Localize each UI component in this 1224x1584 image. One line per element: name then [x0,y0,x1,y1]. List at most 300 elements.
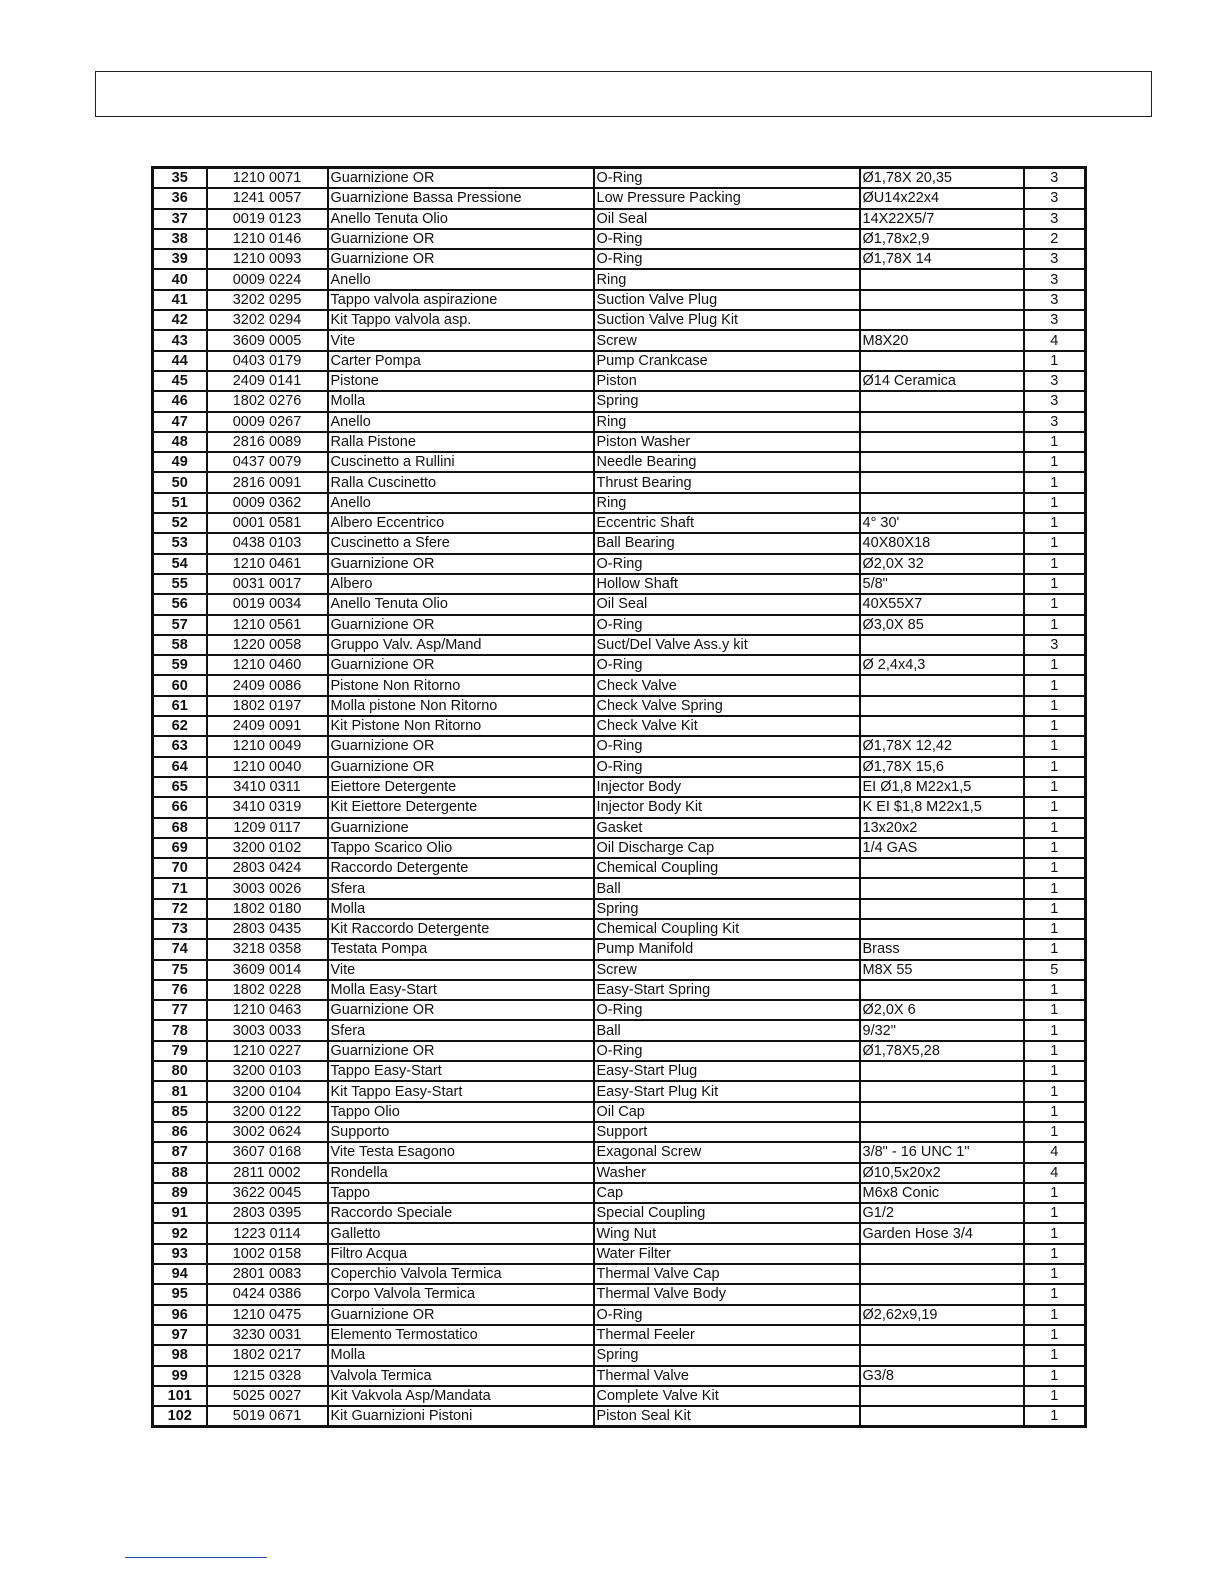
description-italian-cell: Vite [328,330,594,350]
table-row [153,1386,1086,1406]
description-italian-cell: Guarnizione [328,818,594,838]
specification-cell: 40X80X18 [860,533,1024,553]
quantity-cell: 4 [1024,330,1086,350]
quantity-cell: 3 [1024,635,1086,655]
description-english-cell: Ring [594,269,860,289]
quantity-cell: 1 [1024,1102,1086,1122]
specification-cell [860,452,1024,472]
item-number-cell: 43 [153,330,207,350]
quantity-cell: 1 [1024,939,1086,959]
item-number-cell: 89 [153,1183,207,1203]
description-english-cell: O-Ring [594,1041,860,1061]
specification-cell: Ø1,78X 14 [860,249,1024,269]
description-italian-cell: Gruppo Valv. Asp/Mand [328,635,594,655]
quantity-cell: 1 [1024,858,1086,878]
description-italian-cell: Albero [328,574,594,594]
table-row [153,939,1086,959]
table-row [153,1366,1086,1386]
table-row [153,1406,1086,1427]
description-english-cell: Thermal Valve [594,1366,860,1386]
quantity-cell: 1 [1024,1386,1086,1406]
description-italian-cell: Filtro Acqua [328,1244,594,1264]
specification-cell: 5/8" [860,574,1024,594]
item-number-cell: 42 [153,310,207,330]
specification-cell: M8X 55 [860,960,1024,980]
specification-cell: Ø1,78X 12,42 [860,736,1024,756]
quantity-cell: 1 [1024,736,1086,756]
description-italian-cell: Albero Eccentrico [328,513,594,533]
table-row [153,229,1086,249]
table-row [153,655,1086,675]
description-english-cell: Hollow Shaft [594,574,860,594]
quantity-cell: 1 [1024,1041,1086,1061]
table-row [153,960,1086,980]
quantity-cell: 1 [1024,777,1086,797]
description-italian-cell: Cuscinetto a Rullini [328,452,594,472]
description-english-cell: O-Ring [594,229,860,249]
part-code-cell: 1002 0158 [207,1244,328,1264]
description-italian-cell: Pistone [328,371,594,391]
specification-cell [860,980,1024,1000]
description-english-cell: Chemical Coupling Kit [594,919,860,939]
description-italian-cell: Elemento Termostatico [328,1325,594,1345]
item-number-cell: 85 [153,1102,207,1122]
description-english-cell: Easy-Start Plug Kit [594,1081,860,1101]
part-code-cell: 1210 0227 [207,1041,328,1061]
table-row [153,1102,1086,1122]
quantity-cell: 1 [1024,899,1086,919]
part-code-cell: 0019 0123 [207,209,328,229]
description-english-cell: Thermal Feeler [594,1325,860,1345]
specification-cell: Brass [860,939,1024,959]
quantity-cell: 1 [1024,878,1086,898]
part-code-cell: 0009 0224 [207,269,328,289]
description-italian-cell: Corpo Valvola Termica [328,1284,594,1304]
description-italian-cell: Molla pistone Non Ritorno [328,696,594,716]
specification-cell: 1/4 GAS [860,838,1024,858]
table-row [153,1081,1086,1101]
description-italian-cell: Testata Pompa [328,939,594,959]
table-row [153,736,1086,756]
item-number-cell: 47 [153,412,207,432]
table-row [153,330,1086,350]
quantity-cell: 3 [1024,391,1086,411]
table-row [153,615,1086,635]
item-number-cell: 35 [153,168,207,189]
quantity-cell: 3 [1024,188,1086,208]
item-number-cell: 97 [153,1325,207,1345]
item-number-cell: 93 [153,1244,207,1264]
part-code-cell: 0438 0103 [207,533,328,553]
item-number-cell: 88 [153,1163,207,1183]
item-number-cell: 38 [153,229,207,249]
item-number-cell: 58 [153,635,207,655]
specification-cell [860,1061,1024,1081]
part-code-cell: 3609 0005 [207,330,328,350]
specification-cell: Ø1,78X5,28 [860,1041,1024,1061]
table-row [153,1183,1086,1203]
specification-cell: Ø14 Ceramica [860,371,1024,391]
item-number-cell: 76 [153,980,207,1000]
item-number-cell: 50 [153,472,207,492]
specification-cell [860,351,1024,371]
table-row [153,858,1086,878]
specification-cell: 4° 30' [860,513,1024,533]
table-row [153,1264,1086,1284]
quantity-cell: 3 [1024,371,1086,391]
table-row [153,635,1086,655]
specification-cell: Ø1,78X 20,35 [860,168,1024,189]
part-code-cell: 1210 0093 [207,249,328,269]
description-italian-cell: Rondella [328,1163,594,1183]
table-row [153,1244,1086,1264]
table-row [153,1284,1086,1304]
item-number-cell: 86 [153,1122,207,1142]
quantity-cell: 4 [1024,1163,1086,1183]
item-number-cell: 94 [153,1264,207,1284]
description-italian-cell: Guarnizione OR [328,1305,594,1325]
item-number-cell: 87 [153,1142,207,1162]
quantity-cell: 1 [1024,797,1086,817]
item-number-cell: 48 [153,432,207,452]
specification-cell: Ø 2,4x4,3 [860,655,1024,675]
part-code-cell: 3200 0122 [207,1102,328,1122]
table-row [153,310,1086,330]
table-row [153,1305,1086,1325]
description-english-cell: Screw [594,330,860,350]
item-number-cell: 54 [153,554,207,574]
part-code-cell: 3218 0358 [207,939,328,959]
item-number-cell: 78 [153,1020,207,1040]
specification-cell: Garden Hose 3/4 [860,1223,1024,1243]
table-row [153,533,1086,553]
part-code-cell: 1802 0228 [207,980,328,1000]
part-code-cell: 1210 0071 [207,168,328,189]
quantity-cell: 1 [1024,351,1086,371]
part-code-cell: 2801 0083 [207,1264,328,1284]
description-italian-cell: Guarnizione OR [328,1041,594,1061]
description-italian-cell: Cuscinetto a Sfere [328,533,594,553]
specification-cell [860,1122,1024,1142]
quantity-cell: 1 [1024,1223,1086,1243]
quantity-cell: 1 [1024,1244,1086,1264]
item-number-cell: 61 [153,696,207,716]
specification-cell [860,432,1024,452]
specification-cell [860,675,1024,695]
table-row [153,1142,1086,1162]
item-number-cell: 49 [153,452,207,472]
quantity-cell: 2 [1024,229,1086,249]
table-row [153,432,1086,452]
quantity-cell: 1 [1024,615,1086,635]
part-code-cell: 1241 0057 [207,188,328,208]
description-english-cell: Cap [594,1183,860,1203]
item-number-cell: 59 [153,655,207,675]
description-italian-cell: Molla [328,1345,594,1365]
description-italian-cell: Kit Eiettore Detergente [328,797,594,817]
table-row [153,452,1086,472]
description-italian-cell: Supporto [328,1122,594,1142]
table-row [153,838,1086,858]
part-code-cell: 2409 0091 [207,716,328,736]
specification-cell: Ø2,62x9,19 [860,1305,1024,1325]
part-code-cell: 3410 0311 [207,777,328,797]
specification-cell: Ø3,0X 85 [860,615,1024,635]
parts-table [151,166,1087,1428]
table-row [153,594,1086,614]
part-code-cell: 1209 0117 [207,818,328,838]
table-row [153,899,1086,919]
part-code-cell: 1802 0217 [207,1345,328,1365]
table-row [153,188,1086,208]
description-italian-cell: Pistone Non Ritorno [328,675,594,695]
description-english-cell: Injector Body [594,777,860,797]
quantity-cell: 1 [1024,1366,1086,1386]
specification-cell: Ø2,0X 6 [860,1000,1024,1020]
description-italian-cell: Guarnizione OR [328,554,594,574]
item-number-cell: 73 [153,919,207,939]
part-code-cell: 2803 0424 [207,858,328,878]
quantity-cell: 3 [1024,412,1086,432]
specification-cell: EI Ø1,8 M22x1,5 [860,777,1024,797]
table-row [153,696,1086,716]
description-english-cell: Oil Seal [594,594,860,614]
description-english-cell: Ball [594,1020,860,1040]
specification-cell [860,919,1024,939]
description-english-cell: Injector Body Kit [594,797,860,817]
description-italian-cell: Anello [328,412,594,432]
description-english-cell: O-Ring [594,757,860,777]
header-box [95,71,1152,117]
part-code-cell: 1210 0461 [207,554,328,574]
part-code-cell: 2816 0089 [207,432,328,452]
specification-cell [860,269,1024,289]
part-code-cell: 3200 0104 [207,1081,328,1101]
part-code-cell: 3609 0014 [207,960,328,980]
item-number-cell: 62 [153,716,207,736]
table-row [153,351,1086,371]
item-number-cell: 60 [153,675,207,695]
item-number-cell: 56 [153,594,207,614]
item-number-cell: 45 [153,371,207,391]
part-code-cell: 1802 0197 [207,696,328,716]
description-english-cell: Chemical Coupling [594,858,860,878]
part-code-cell: 1210 0475 [207,1305,328,1325]
quantity-cell: 1 [1024,1203,1086,1223]
part-code-cell: 2409 0141 [207,371,328,391]
description-english-cell: Pump Crankcase [594,351,860,371]
specification-cell [860,1244,1024,1264]
item-number-cell: 98 [153,1345,207,1365]
description-italian-cell: Molla [328,391,594,411]
table-row [153,554,1086,574]
table-row [153,249,1086,269]
description-english-cell: O-Ring [594,1305,860,1325]
part-code-cell: 0424 0386 [207,1284,328,1304]
description-italian-cell: Vite [328,960,594,980]
description-english-cell: Suction Valve Plug Kit [594,310,860,330]
description-english-cell: Thrust Bearing [594,472,860,492]
description-english-cell: Exagonal Screw [594,1142,860,1162]
part-code-cell: 0009 0362 [207,493,328,513]
description-english-cell: Suct/Del Valve Ass.y kit [594,635,860,655]
part-code-cell: 1802 0276 [207,391,328,411]
description-italian-cell: Guarnizione OR [328,229,594,249]
description-italian-cell: Tappo Easy-Start [328,1061,594,1081]
item-number-cell: 74 [153,939,207,959]
quantity-cell: 1 [1024,757,1086,777]
table-row [153,777,1086,797]
quantity-cell: 1 [1024,574,1086,594]
description-italian-cell: Anello [328,493,594,513]
table-row [153,269,1086,289]
specification-cell [860,310,1024,330]
specification-cell [860,696,1024,716]
item-number-cell: 80 [153,1061,207,1081]
description-english-cell: Spring [594,391,860,411]
table-row [153,1020,1086,1040]
part-code-cell: 2409 0086 [207,675,328,695]
quantity-cell: 1 [1024,1061,1086,1081]
part-code-cell: 3003 0033 [207,1020,328,1040]
description-english-cell: Special Coupling [594,1203,860,1223]
quantity-cell: 1 [1024,493,1086,513]
description-english-cell: Spring [594,899,860,919]
table-row [153,412,1086,432]
part-code-cell: 0019 0034 [207,594,328,614]
description-english-cell: Spring [594,1345,860,1365]
description-italian-cell: Guarnizione OR [328,249,594,269]
description-italian-cell: Eiettore Detergente [328,777,594,797]
part-code-cell: 1802 0180 [207,899,328,919]
specification-cell [860,290,1024,310]
parts-table-body [153,168,1086,1427]
description-english-cell: O-Ring [594,615,860,635]
part-code-cell: 3230 0031 [207,1325,328,1345]
part-code-cell: 1210 0460 [207,655,328,675]
description-english-cell: Low Pressure Packing [594,188,860,208]
quantity-cell: 1 [1024,1345,1086,1365]
item-number-cell: 102 [153,1406,207,1427]
quantity-cell: 1 [1024,675,1086,695]
description-english-cell: Pump Manifold [594,939,860,959]
description-italian-cell: Tappo valvola aspirazione [328,290,594,310]
part-code-cell: 2811 0002 [207,1163,328,1183]
part-code-cell: 1220 0058 [207,635,328,655]
item-number-cell: 79 [153,1041,207,1061]
quantity-cell: 1 [1024,980,1086,1000]
part-code-cell: 2803 0395 [207,1203,328,1223]
description-italian-cell: Kit Vakvola Asp/Mandata [328,1386,594,1406]
description-italian-cell: Anello Tenuta Olio [328,209,594,229]
specification-cell: 9/32" [860,1020,1024,1040]
description-italian-cell: Guarnizione Bassa Pressione [328,188,594,208]
specification-cell: M6x8 Conic [860,1183,1024,1203]
quantity-cell: 1 [1024,716,1086,736]
description-english-cell: Screw [594,960,860,980]
quantity-cell: 3 [1024,249,1086,269]
description-english-cell: Ring [594,412,860,432]
table-row [153,878,1086,898]
part-code-cell: 3002 0624 [207,1122,328,1142]
description-italian-cell: Molla [328,899,594,919]
specification-cell: G3/8 [860,1366,1024,1386]
item-number-cell: 53 [153,533,207,553]
description-italian-cell: Molla Easy-Start [328,980,594,1000]
item-number-cell: 99 [153,1366,207,1386]
description-english-cell: Easy-Start Plug [594,1061,860,1081]
part-code-cell: 0001 0581 [207,513,328,533]
table-row [153,391,1086,411]
specification-cell [860,472,1024,492]
quantity-cell: 1 [1024,838,1086,858]
part-code-cell: 3622 0045 [207,1183,328,1203]
description-english-cell: Piston Washer [594,432,860,452]
item-number-cell: 72 [153,899,207,919]
item-number-cell: 95 [153,1284,207,1304]
table-row [153,1041,1086,1061]
specification-cell [860,1345,1024,1365]
table-row [153,513,1086,533]
part-code-cell: 5025 0027 [207,1386,328,1406]
description-italian-cell: Sfera [328,878,594,898]
quantity-cell: 1 [1024,472,1086,492]
specification-cell [860,412,1024,432]
table-row [153,818,1086,838]
part-code-cell: 0437 0079 [207,452,328,472]
specification-cell: Ø1,78x2,9 [860,229,1024,249]
description-italian-cell: Guarnizione OR [328,1000,594,1020]
description-italian-cell: Ralla Pistone [328,432,594,452]
table-row [153,1345,1086,1365]
description-english-cell: Eccentric Shaft [594,513,860,533]
part-code-cell: 1215 0328 [207,1366,328,1386]
specification-cell [860,1406,1024,1427]
table-row [153,1061,1086,1081]
description-english-cell: Support [594,1122,860,1142]
description-english-cell: Check Valve Kit [594,716,860,736]
quantity-cell: 1 [1024,533,1086,553]
item-number-cell: 81 [153,1081,207,1101]
table-row [153,757,1086,777]
description-english-cell: Needle Bearing [594,452,860,472]
quantity-cell: 1 [1024,1020,1086,1040]
specification-cell: ØU14x22x4 [860,188,1024,208]
quantity-cell: 1 [1024,594,1086,614]
specification-cell [860,1264,1024,1284]
quantity-cell: 1 [1024,1284,1086,1304]
item-number-cell: 64 [153,757,207,777]
specification-cell: 40X55X7 [860,594,1024,614]
part-code-cell: 1210 0146 [207,229,328,249]
description-italian-cell: Galletto [328,1223,594,1243]
quantity-cell: 1 [1024,432,1086,452]
description-english-cell: O-Ring [594,736,860,756]
table-row [153,472,1086,492]
quantity-cell: 1 [1024,818,1086,838]
part-code-cell: 0031 0017 [207,574,328,594]
description-italian-cell: Kit Guarnizioni Pistoni [328,1406,594,1427]
part-code-cell: 2803 0435 [207,919,328,939]
description-italian-cell: Tappo Olio [328,1102,594,1122]
item-number-cell: 70 [153,858,207,878]
description-english-cell: Oil Cap [594,1102,860,1122]
description-english-cell: Check Valve [594,675,860,695]
table-row [153,168,1086,189]
description-italian-cell: Guarnizione OR [328,736,594,756]
item-number-cell: 66 [153,797,207,817]
table-row [153,980,1086,1000]
